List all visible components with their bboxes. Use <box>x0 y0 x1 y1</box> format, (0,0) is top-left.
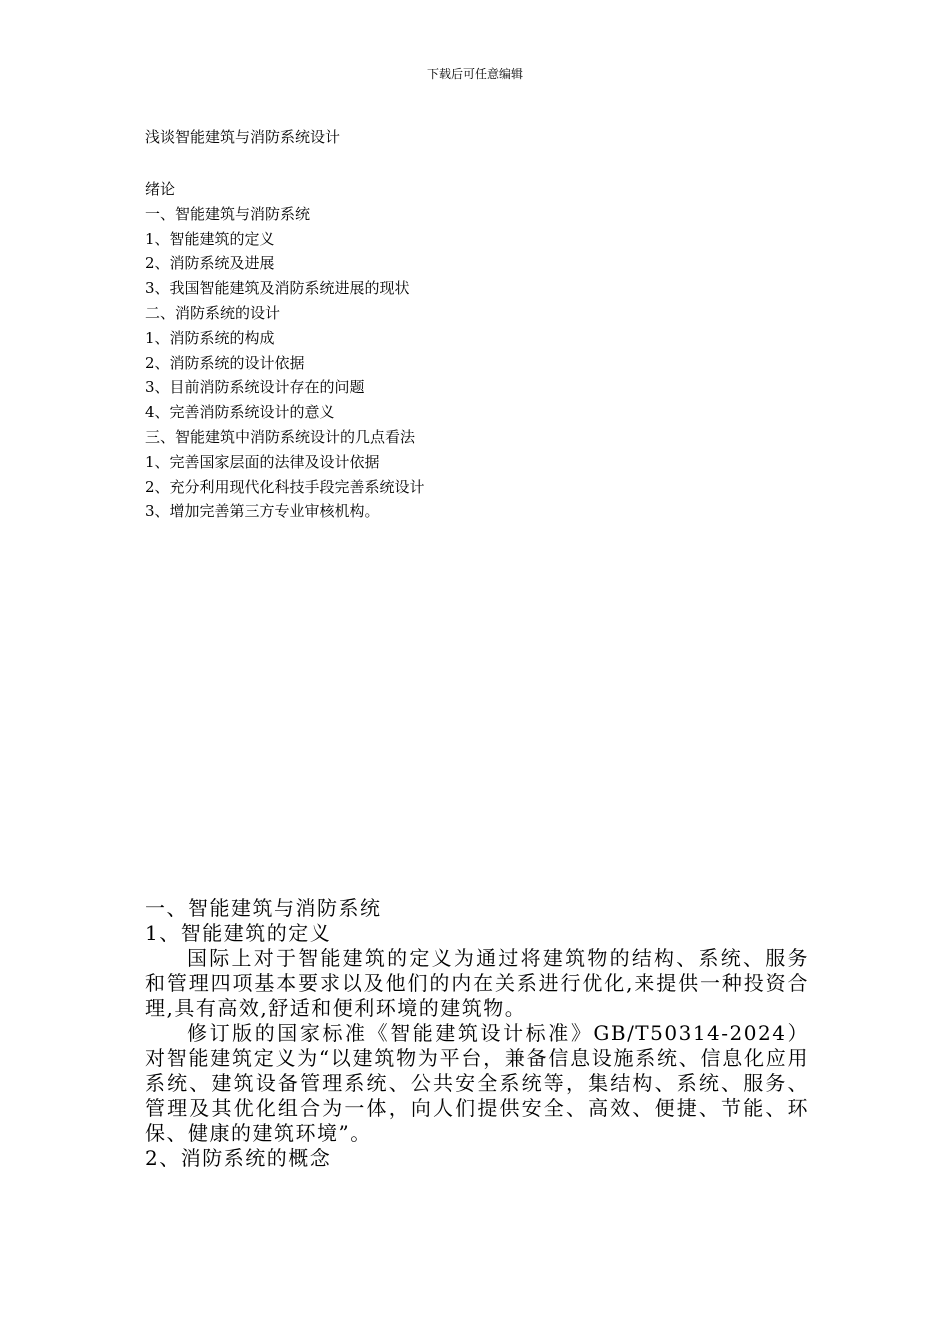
section-heading: 一、智能建筑与消防系统 <box>145 896 382 920</box>
toc-item: 3、我国智能建筑及消防系统进展的现状 <box>145 279 410 298</box>
page-header: 下载后可任意编辑 <box>426 67 523 81</box>
paragraph: 修订版的国家标准《智能建筑设计标准》GB/T50314-2024）对智能建筑定义为“以建筑物为平台，兼备信息设施系统、信息化应用系统、建筑设备管理系统、公共安全系统等，集结构、系统、服务、管理及其优化组合为一体，向人们提供安全、高效、便捷、节能、环保、健康的建筑环境”。 <box>145 1021 809 1145</box>
subsection-heading: 1、智能建筑的定义 <box>145 921 332 945</box>
toc-item: 1、智能建筑的定义 <box>145 229 275 248</box>
toc-item: 1、消防系统的构成 <box>145 328 275 347</box>
toc-item: 二、消防系统的设计 <box>145 303 281 322</box>
toc-item: 一、智能建筑与消防系统 <box>145 204 311 223</box>
toc-item: 2、消防系统及进展 <box>145 254 275 273</box>
document-title: 浅谈智能建筑与消防系统设计 <box>145 128 341 146</box>
toc-item: 绪论 <box>145 180 176 198</box>
table-of-contents <box>145 177 425 524</box>
paragraph: 国际上对于智能建筑的定义为通过将建筑物的结构、系统、服务和管理四项基本要求以及他们的内在关系进行优化,来提供一种投资合理,具有高效,舒适和便利环境的建筑物。 <box>145 946 809 1020</box>
subsection-heading: 2、消防系统的概念 <box>145 1146 332 1170</box>
body-section <box>145 896 809 1171</box>
toc-item: 3、增加完善第三方专业审核机构。 <box>145 502 380 521</box>
toc-item: 3、目前消防系统设计存在的问题 <box>145 378 365 397</box>
toc-item: 1、完善国家层面的法律及设计依据 <box>145 452 380 471</box>
toc-item: 2、消防系统的设计依据 <box>145 353 305 372</box>
toc-item: 4、完善消防系统设计的意义 <box>145 403 335 422</box>
toc-item: 2、充分利用现代化科技手段完善系统设计 <box>145 477 425 496</box>
toc-item: 三、智能建筑中消防系统设计的几点看法 <box>145 427 416 446</box>
